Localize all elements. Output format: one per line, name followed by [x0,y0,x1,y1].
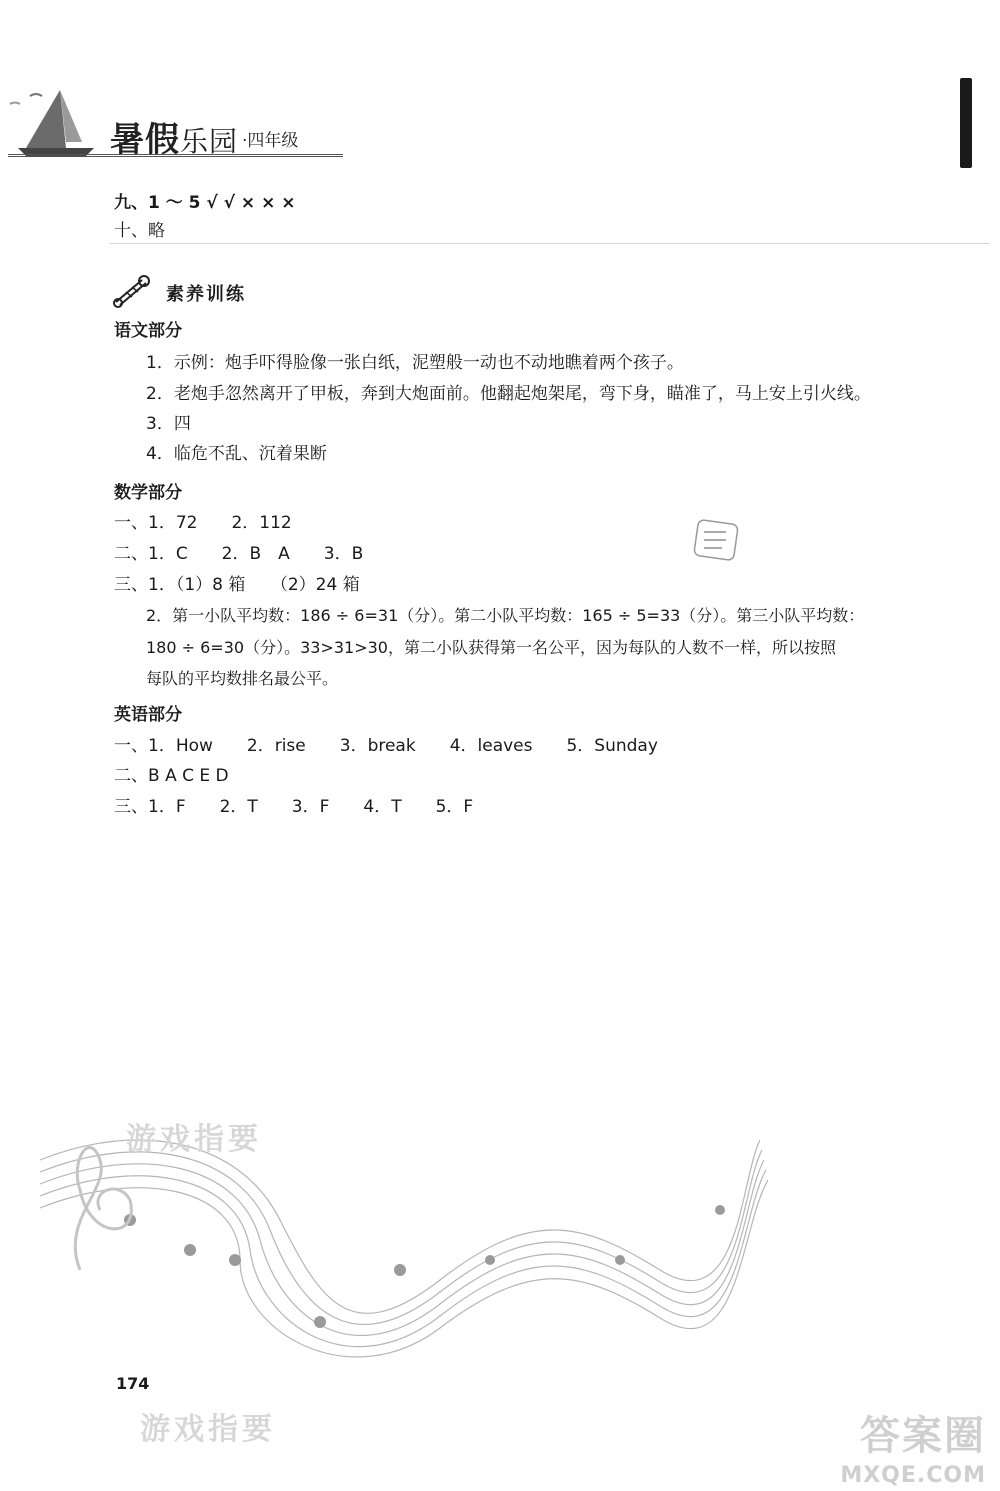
section-heading: 素养训练 [166,284,246,305]
stamp-doodle [690,518,742,564]
faint-title-top: 游戏指要 [126,1122,262,1157]
english-line: 一、1．How 2．rise 3．break 4．leaves 5．Sunday [114,736,658,756]
page-edge-mark [960,78,972,168]
chinese-item: 3．四 [146,414,191,434]
math-para-line: 每队的平均数排名最公平。 [146,669,339,688]
english-line: 二、B A C E D [114,766,229,786]
answer-line-9: 九、1 ～ 5 √ √ × × × [114,193,296,213]
chinese-section-title: 语文部分 [114,321,182,341]
english-section-title: 英语部分 [114,705,182,725]
grade-label: ·四年级 [242,131,299,151]
scroll-icon [112,274,154,308]
chinese-item: 4．临危不乱、沉着果断 [146,444,327,464]
book-title-main: 暑假 [110,120,180,160]
math-para-line: 180 ÷ 6=30（分）。33>31>30，第二小队获得第一名公平，因为每队的人数不一样，所以按照 [146,638,836,657]
math-section-title: 数学部分 [114,483,182,503]
watermark-url: MXQE.COM [840,1463,986,1488]
page-number: 174 [116,1374,150,1393]
math-line: 一、1．72 2．112 [114,513,292,533]
header-rule [8,154,343,157]
math-line: 三、1．（1）8 箱 （2）24 箱 [114,575,360,595]
chinese-item: 1．示例：炮手吓得脸像一张白纸，泥塑般一动也不动地瞧着两个孩子。 [146,353,684,373]
book-title-sub: 乐园 [180,125,239,158]
math-para-line: 2．第一小队平均数：186 ÷ 6=31（分）。第二小队平均数：165 ÷ 5=33（分）。第三小队平均数： [146,606,865,625]
math-line: 二、1．C 2．B A 3．B [114,544,364,564]
answer-line-10: 十、略 [114,221,165,241]
divider [110,243,990,244]
chinese-item: 2．老炮手忽然离开了甲板，奔到大炮面前。他翻起炮架尾，弯下身，瞄准了，马上安上引火线。 [146,384,871,404]
watermark-logo: 答案圈 [860,1413,986,1459]
faint-title-bottom: 游戏指要 [140,1412,276,1447]
english-line: 三、1．F 2．T 3．F 4．T 5．F [114,797,474,817]
sailboat-icon [8,82,108,160]
site-watermark [806,1404,986,1488]
